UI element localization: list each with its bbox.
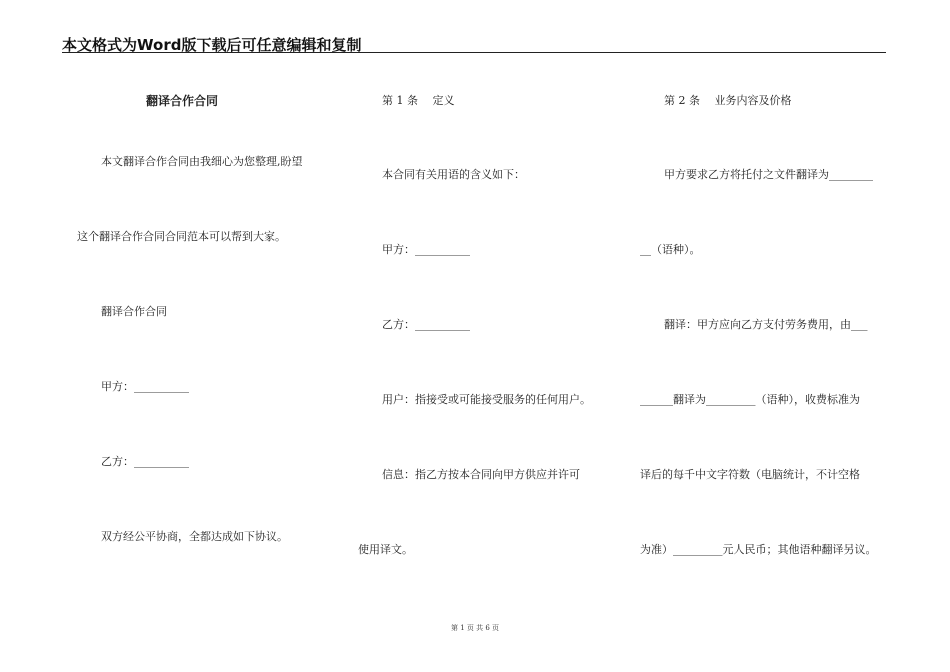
- definition-party-b: 乙方：__________: [382, 318, 470, 331]
- agreement-line: 双方经公平协商，全都达成如下协议。: [101, 530, 288, 543]
- translation-fee-line-2: ______翻译为_________（语种），收费标准为: [640, 393, 860, 406]
- party-a-line: 甲方：__________: [101, 380, 189, 393]
- translation-fee-line-4: 为准）_________元人民币；其他语种翻译另议。: [640, 543, 877, 556]
- definition-party-a: 甲方：__________: [382, 243, 470, 256]
- intro-line-2: 这个翻译合作合同合同范本可以帮到大家。: [77, 230, 286, 243]
- contract-title: 翻译合作合同: [146, 94, 219, 108]
- document-header-title: 本文格式为Word版下载后可任意编辑和复制: [62, 36, 362, 54]
- contract-name-line: 翻译合作合同: [101, 305, 167, 318]
- page-number: 第 1 页 共 6 页: [450, 624, 500, 632]
- requirement-line-1: 甲方要求乙方将托付之文件翻译为________: [664, 168, 873, 181]
- header-divider: [62, 52, 886, 53]
- definition-info-cont: 使用译文。: [358, 543, 413, 556]
- translation-fee-line-1: 翻译：甲方应向乙方支付劳务费用，由___: [664, 318, 868, 331]
- definition-info: 信息：指乙方按本合同向甲方供应并许可: [382, 468, 580, 481]
- definitions-intro: 本合同有关用语的含义如下：: [382, 168, 525, 181]
- translation-fee-line-3: 译后的每千中文字符数（电脑统计，不计空格: [640, 468, 860, 481]
- article-2-heading: 第 2 条 业务内容及价格: [664, 94, 792, 107]
- intro-line-1: 本文翻译合作合同由我细心为您整理,盼望: [101, 155, 303, 168]
- requirement-line-2: __（语种）。: [640, 243, 701, 256]
- article-1-heading: 第 1 条 定义: [382, 94, 455, 107]
- definition-user: 用户：指接受或可能接受服务的任何用户。: [382, 393, 591, 406]
- party-b-line: 乙方：__________: [101, 455, 189, 468]
